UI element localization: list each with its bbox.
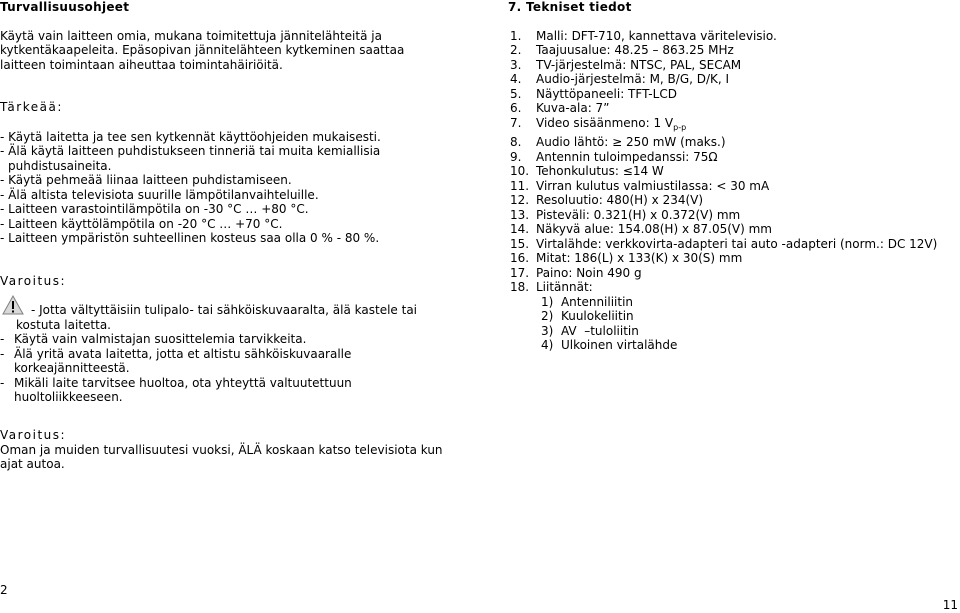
spec-item	[508, 43, 958, 58]
section-heading-specs: 7. Tekniset tiedot	[508, 0, 632, 14]
important-item: - Älä käytä laitteen puhdistukseen tinneriä tai muita kemiallisia	[0, 144, 381, 158]
spec-number: 17.	[510, 265, 530, 280]
intro-line: kytkentäkaapeleita. Epäsopivan jännitelähteen kytkeminen saattaa	[0, 43, 405, 57]
important-list	[0, 130, 440, 246]
page-number-left: 2	[0, 583, 8, 597]
spec-item	[508, 135, 958, 150]
connector-list	[508, 295, 958, 353]
spec-text: Näkyvä alue: 154.08(H) x 87.05(V) mm	[536, 222, 772, 236]
important-item: - Käytä laitetta ja tee sen kytkennät käyttöohjeiden mukaisesti.	[0, 129, 381, 144]
spec-item	[508, 72, 958, 87]
spec-number: 15.	[510, 236, 530, 251]
warning-item-row	[0, 390, 440, 405]
spec-text: Näyttöpaneeli: TFT-LCD	[536, 86, 677, 101]
spec-subscript: p-p	[673, 122, 687, 132]
connector-item: 4) Ulkoinen virtalähde	[541, 338, 678, 352]
warning-item: huoltoliikkeeseen.	[14, 390, 123, 404]
spec-number: 9.	[510, 149, 522, 164]
spec-item	[508, 237, 958, 252]
spec-text: Tehonkulutus: ≤14 W	[536, 164, 664, 178]
warning-first-item	[0, 303, 440, 332]
important-item: - Laitteen käyttölämpötila on -20 °C … +70 °C.	[0, 216, 283, 231]
page-number-right: 11	[942, 598, 958, 612]
warning-triangle-icon	[2, 295, 24, 315]
important-item: puhdistusaineita.	[8, 158, 112, 173]
spec-item	[508, 280, 958, 295]
spec-item	[508, 101, 958, 116]
spec-item	[508, 251, 958, 266]
spec-item	[508, 193, 958, 208]
spec-text: Mitat: 186(L) x 133(K) x 30(S) mm	[536, 251, 743, 265]
connector-item: 1) Antenniliitin	[541, 294, 634, 309]
spec-item	[508, 58, 958, 73]
spec-text: Antennin tuloimpedanssi: 75Ω	[536, 149, 718, 164]
warning-list	[0, 303, 440, 405]
bottom-warning-heading: Varoitus:	[0, 428, 67, 442]
warning-item: Mikäli laite tarvitsee huoltoa, ota yhteyttä valtuutettuun	[14, 375, 352, 390]
bottom-warning	[0, 428, 450, 472]
spec-number: 7.	[510, 115, 522, 130]
warning-item-cont: kostuta laitetta.	[16, 317, 111, 332]
spec-item	[508, 208, 958, 223]
spec-text: Resoluutio: 480(H) x 234(V)	[536, 193, 704, 207]
warning-dash	[0, 361, 14, 376]
spec-number: 4.	[510, 72, 522, 86]
warning-dash: -	[0, 375, 5, 390]
connector-item: 3) AV –tuloliitin	[541, 323, 639, 338]
warning-item: korkeajännitteestä.	[14, 361, 130, 375]
warning-item-row	[0, 347, 440, 362]
spec-item	[508, 116, 958, 136]
spec-text: Audio lähtö: ≥ 250 mW (maks.)	[536, 135, 726, 149]
warning-item: - Jotta vältyttäisiin tulipalo- tai sähköiskuvaaralta, älä kastele tai	[31, 303, 418, 317]
spec-text: Liitännät:	[536, 280, 593, 294]
spec-number: 3.	[510, 57, 522, 72]
important-item: - Käytä pehmeää liinaa laitteen puhdistamiseen.	[0, 173, 292, 187]
spec-text: Virtalähde: verkkovirta-adapteri tai auto -adapteri (norm.: DC 12V)	[536, 236, 938, 251]
spec-number: 14.	[510, 222, 530, 236]
important-item: - Älä altista televisiota suurille lämpötilanvaihteluille.	[0, 187, 319, 202]
section-heading-safety: Turvallisuusohjeet	[0, 0, 130, 14]
spec-item	[508, 87, 958, 102]
spec-number: 12.	[510, 193, 530, 207]
spec-number: 5.	[510, 86, 522, 101]
warning-item: Käytä vain valmistajan suosittelemia tarvikkeita.	[14, 332, 307, 346]
intro-line: laitteen toimintaan aiheuttaa toimintahäiriöitä.	[0, 57, 283, 72]
warning-item-row	[0, 332, 440, 347]
warning-item: Älä yritä avata laitetta, jotta et altistu sähköiskuvaaralle	[14, 346, 352, 361]
spec-number: 1.	[510, 28, 522, 43]
important-heading: Tärkeää:	[0, 100, 63, 114]
spec-text: Taajuusalue: 48.25 – 863.25 MHz	[536, 43, 734, 57]
spec-number: 11.	[510, 178, 530, 193]
spec-text: Kuva-ala: 7”	[536, 101, 610, 115]
spec-text: TV-järjestelmä: NTSC, PAL, SECAM	[536, 57, 742, 72]
spec-text	[536, 116, 958, 136]
important-item: - Laitteen ympäristön suhteellinen kosteus saa olla 0 % - 80 %.	[0, 231, 380, 245]
spec-number: 8.	[510, 135, 522, 149]
right-column	[508, 0, 958, 353]
connector-item: 2) Kuulokeliitin	[541, 309, 634, 323]
spec-text: Pisteväli: 0.321(H) x 0.372(V) mm	[536, 207, 741, 222]
important-item: - Laitteen varastointilämpötila on -30 °C … +80 °C.	[0, 202, 309, 216]
warning-item-row	[0, 361, 440, 376]
spec-number: 6.	[510, 101, 522, 115]
spec-item	[508, 150, 958, 165]
intro-line: Käytä vain laitteen omia, mukana toimitettuja jännitelähteitä ja	[0, 28, 382, 43]
warning-dash: -	[0, 346, 5, 361]
spec-text: Malli: DFT-710, kannettava väritelevisio.	[536, 28, 777, 43]
spec-item	[508, 29, 958, 44]
bottom-warning-line: ajat autoa.	[0, 457, 65, 471]
spec-text-main: Video sisäänmeno: 1 V	[536, 115, 674, 130]
spec-number: 18.	[510, 280, 530, 294]
warning-dash: -	[0, 332, 5, 346]
spec-item	[508, 266, 958, 281]
spec-item	[508, 164, 958, 179]
warning-heading: Varoitus:	[0, 273, 67, 288]
spec-text: Audio-järjestelmä: M, B/G, D/K, I	[536, 72, 730, 86]
spec-number: 10.	[510, 164, 530, 178]
spec-text: Virran kulutus valmiustilassa: < 30 mA	[536, 178, 770, 193]
bottom-warning-line: Oman ja muiden turvallisuutesi vuoksi, ÄLÄ koskaan katso televisiota kun	[0, 442, 443, 457]
warning-item-row	[0, 376, 440, 391]
warning-dash	[0, 390, 14, 405]
spec-number: 2.	[510, 43, 522, 57]
spec-text: Paino: Noin 490 g	[536, 265, 642, 280]
left-column	[0, 0, 440, 405]
spec-item	[508, 179, 958, 194]
spec-number: 13.	[510, 207, 530, 222]
spec-number: 16.	[510, 251, 530, 265]
spec-item	[508, 222, 958, 237]
intro-paragraph	[0, 29, 440, 73]
spec-list	[508, 29, 958, 295]
